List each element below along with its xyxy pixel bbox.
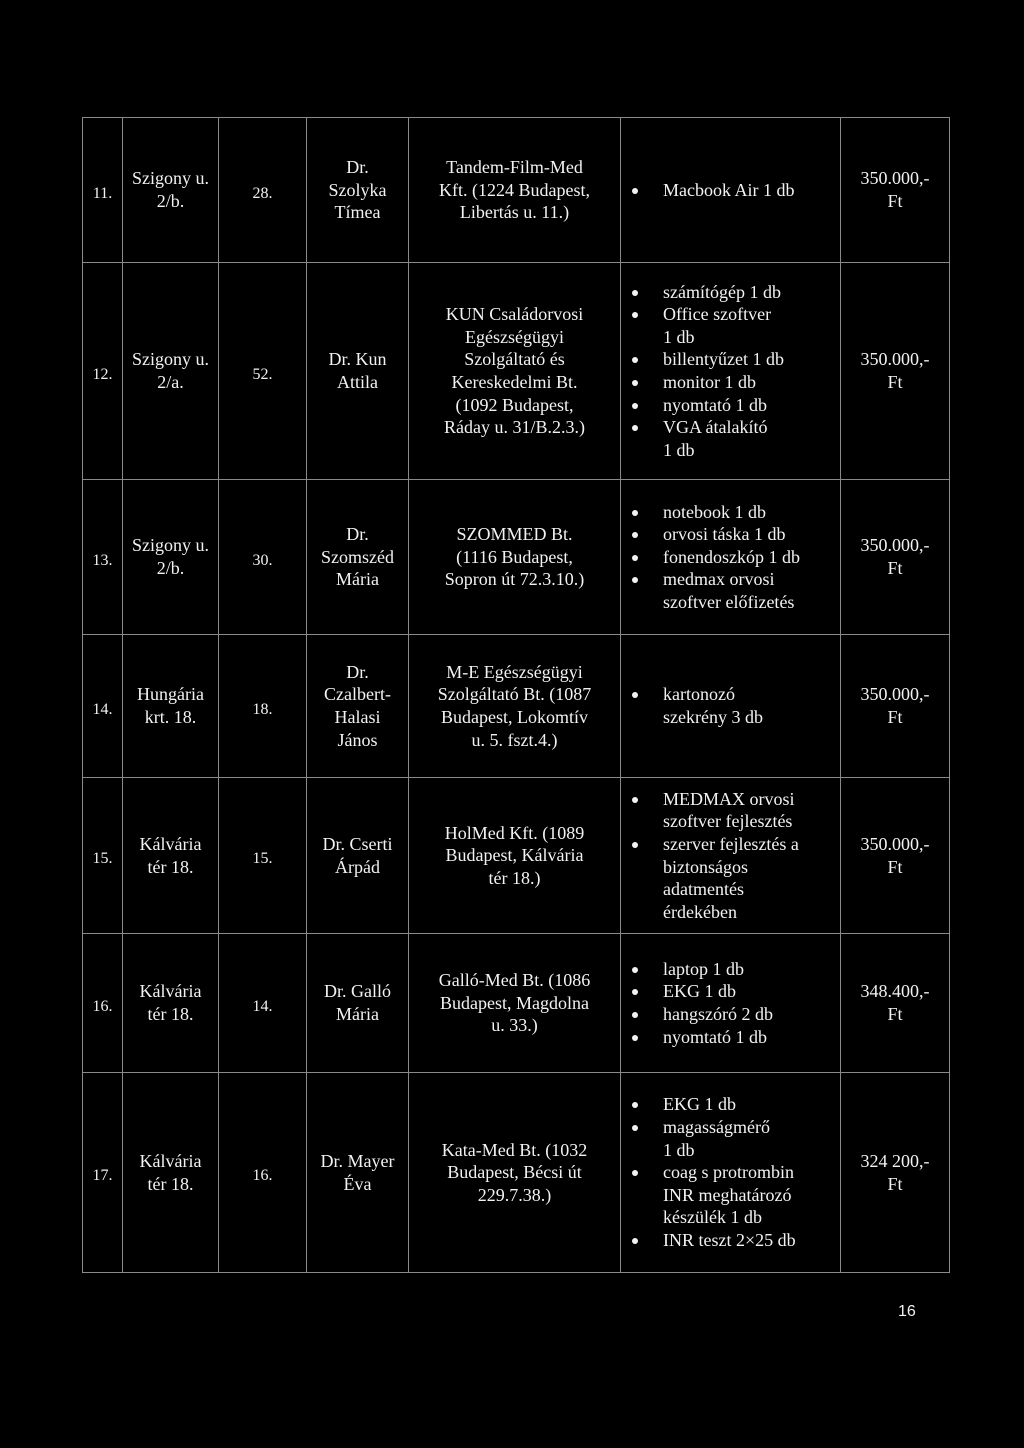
company-info: M-E Egészségügyi Szolgáltató Bt. (1087 Budapest, Lokomtív u. 5. fszt.4.) [409, 635, 621, 777]
house-number: 18. [219, 635, 307, 777]
table-row [83, 934, 949, 1073]
company-info: HolMed Kft. (1089 Budapest, Kálvária tér 18.) [409, 778, 621, 933]
page-number: 16 [898, 1303, 916, 1320]
company-info: SZOMMED Bt. (1116 Budapest, Sopron út 72.3.10.) [409, 480, 621, 634]
equipment-item: nyomtató 1 db [631, 394, 784, 417]
row-number: 12. [83, 263, 123, 479]
row-number: 15. [83, 778, 123, 933]
equipment-item: MEDMAX orvosi szoftver fejlesztés [631, 788, 799, 833]
equipment-item: Office szoftver 1 db [631, 303, 784, 348]
house-number: 30. [219, 480, 307, 634]
equipment-item: VGA átalakító 1 db [631, 416, 784, 461]
equipment-item: EKG 1 db [631, 980, 773, 1003]
table-row [83, 480, 949, 635]
street-address: Szigony u. 2/b. [123, 118, 219, 262]
street-address: Kálvária tér 18. [123, 934, 219, 1072]
table-row [83, 118, 949, 263]
table-row [83, 778, 949, 934]
house-number: 52. [219, 263, 307, 479]
row-number: 17. [83, 1073, 123, 1272]
equipment-item: szerver fejlesztés a biztonságos adatmentés érdekében [631, 833, 799, 923]
equipment-item: INR teszt 2×25 db [631, 1229, 796, 1252]
grant-amount: 348.400,- Ft [860, 981, 930, 1024]
equipment-item: EKG 1 db [631, 1093, 796, 1116]
house-number: 15. [219, 778, 307, 933]
row-number: 13. [83, 480, 123, 634]
doctor-name: Dr. Galló Mária [307, 934, 409, 1072]
doctor-name: Dr. Szolyka Tímea [307, 118, 409, 262]
equipment-item: monitor 1 db [631, 371, 784, 394]
doctor-name: Dr. Cserti Árpád [307, 778, 409, 933]
equipment-item: billentyűzet 1 db [631, 348, 784, 371]
grant-amount: 350.000,- Ft [860, 535, 930, 578]
grant-amount: 324 200,- Ft [860, 1150, 930, 1194]
equipment-list [621, 934, 841, 1072]
doctor-name: Dr. Czalbert- Halasi János [307, 635, 409, 777]
equipment-list [621, 635, 841, 777]
grant-amount: 350.000,- Ft [860, 168, 930, 211]
doctor-name: Dr. Kun Attila [307, 263, 409, 479]
equipment-item: magasságmérő 1 db [631, 1116, 796, 1161]
row-number: 11. [83, 118, 123, 262]
grant-table [82, 117, 950, 1273]
street-address: Hungária krt. 18. [123, 635, 219, 777]
company-info: Tandem-Film-Med Kft. (1224 Budapest, Libertás u. 11.) [409, 118, 621, 262]
equipment-item: orvosi táska 1 db [631, 523, 800, 546]
company-info: Kata-Med Bt. (1032 Budapest, Bécsi út 229.7.38.) [409, 1073, 621, 1272]
equipment-item: kartonozó szekrény 3 db [631, 683, 763, 728]
company-info: Galló-Med Bt. (1086 Budapest, Magdolna u. 33.) [409, 934, 621, 1072]
street-address: Kálvária tér 18. [123, 778, 219, 933]
equipment-list [621, 1073, 841, 1272]
street-address: Kálvária tér 18. [123, 1073, 219, 1272]
equipment-item: számítógép 1 db [631, 281, 784, 304]
equipment-list [621, 118, 841, 262]
equipment-list [621, 480, 841, 634]
equipment-item: fonendoszkóp 1 db [631, 546, 800, 569]
company-info: KUN Családorvosi Egészségügyi Szolgáltató és Kereskedelmi Bt. (1092 Budapest, Ráday u. 31/B.2.3.) [409, 263, 621, 479]
equipment-item: coag s protrombin INR meghatározó készülék 1 db [631, 1161, 796, 1229]
row-number: 16. [83, 934, 123, 1072]
doctor-name: Dr. Mayer Éva [307, 1073, 409, 1272]
house-number: 14. [219, 934, 307, 1072]
grant-amount: 350.000,- Ft [860, 684, 930, 727]
equipment-item: hangszóró 2 db [631, 1003, 773, 1026]
equipment-item: laptop 1 db [631, 958, 773, 981]
street-address: Szigony u. 2/a. [123, 263, 219, 479]
equipment-item: nyomtató 1 db [631, 1026, 773, 1049]
row-number: 14. [83, 635, 123, 777]
table-row [83, 1073, 949, 1272]
table-row [83, 263, 949, 480]
equipment-list [621, 263, 841, 479]
equipment-list [621, 778, 841, 933]
street-address: Szigony u. 2/b. [123, 480, 219, 634]
house-number: 28. [219, 118, 307, 262]
grant-amount: 350.000,- Ft [860, 349, 930, 392]
equipment-item: notebook 1 db [631, 501, 800, 524]
table-row [83, 635, 949, 778]
equipment-item: medmax orvosi szoftver előfizetés [631, 568, 800, 613]
house-number: 16. [219, 1073, 307, 1272]
grant-amount: 350.000,- Ft [860, 833, 930, 877]
doctor-name: Dr. Szomszéd Mária [307, 480, 409, 634]
equipment-item: Macbook Air 1 db [631, 179, 794, 202]
